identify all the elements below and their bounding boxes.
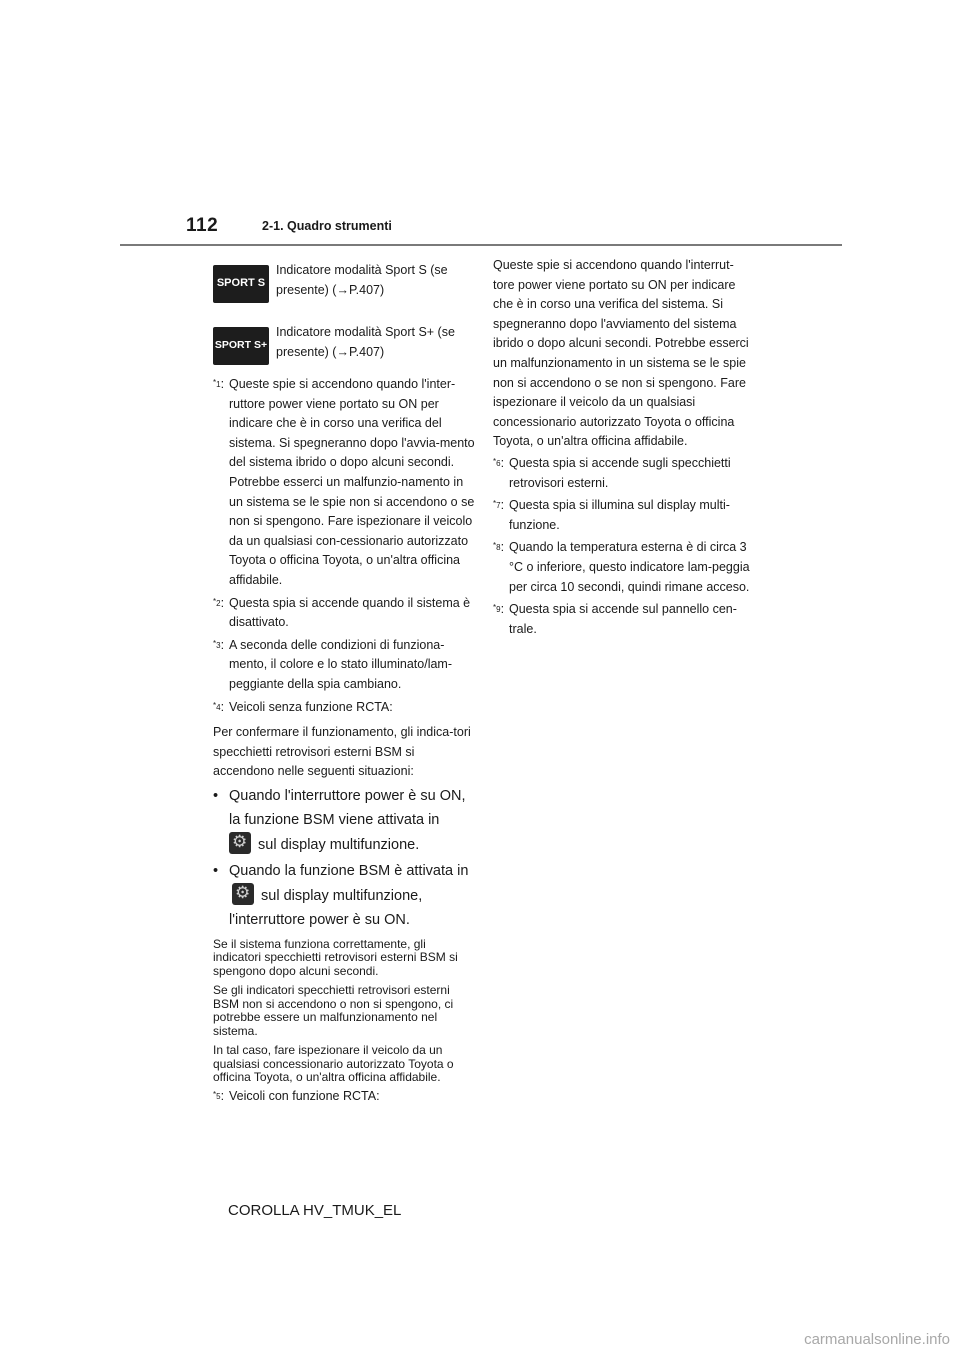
- footnote-text: Quando la temperatura esterna è di circa 3 °C o inferiore, questo indicatore lam-peggia per circa 10 secondi, quindi rimane acceso.: [509, 540, 750, 594]
- info-paragraph: Se il sistema funziona correttamente, gli indicatori specchietti retrovisori esterni BSM si spengono dopo alcuni secondi.: [213, 936, 458, 978]
- footnote-text: Questa spia si accende sugli specchietti retrovisori esterni.: [509, 455, 731, 490]
- settings-gear-icon: [229, 832, 251, 854]
- footnote-text: Veicoli con funzione RCTA:: [229, 1088, 380, 1103]
- bsm-intro-paragraph: Per confermare il funzionamento, gli indica-tori specchietti retrovisori esterni BSM si accendono nelle seguenti situazioni:: [213, 725, 471, 779]
- footnote-marker: 2: [216, 598, 221, 608]
- settings-gear-icon: [232, 883, 254, 905]
- footnote-marker: 5: [216, 1091, 221, 1101]
- footnote-3: $^{*3}$: A seconda delle condizioni di funziona-mento, il colore e lo stato illuminato/lam-peggiante della spia cambiano.: [213, 636, 475, 695]
- indicator-row-sport-s-plus: [213, 317, 475, 375]
- footnote-marker: 7: [496, 501, 501, 511]
- sport-s-plus-indicator-icon: SPORT S+: [213, 327, 269, 365]
- footnote-marker: 1: [216, 380, 221, 389]
- footnote-9: $^{*9}$: Questa spia si accende sul pannello cen-trale.: [493, 600, 753, 639]
- bullet-marker: •: [213, 787, 219, 804]
- right-column: [493, 256, 753, 642]
- bullet-text: Quando l'interruttore power è su ON, la funzione BSM viene attivata in: [229, 787, 466, 828]
- info-paragraph: Se gli indicatori specchietti retrovisori esterni BSM non si accendono o non si spengono, ci potrebbe essere un malfunzionamento nel sistema.: [213, 983, 454, 1038]
- footnote-5: $^{*5}$: Veicoli con funzione RCTA:: [213, 1087, 475, 1107]
- bullet-text: Quando la funzione BSM è attivata in: [229, 862, 469, 879]
- header-divider: [120, 244, 842, 246]
- bullet-text: sul display multifunzione, l'interruttore power è su ON.: [229, 887, 423, 928]
- footnote-8: $^{*8}$: Quando la temperatura esterna è di circa 3 °C o inferiore, questo indicatore lam-peggia per circa 10 secondi, quindi rimane acceso.: [493, 538, 753, 597]
- page-number: 112: [186, 215, 219, 236]
- indicator-description: Indicatore modalità Sport S+ (se presente) (→P.407): [276, 325, 455, 359]
- left-column: [213, 255, 475, 1109]
- footnote-marker: 6: [496, 458, 501, 468]
- watermark: carmanualsonline.info: [804, 1331, 950, 1348]
- footnote-marker: 9: [496, 605, 501, 615]
- footnote-1: $^{*1}$: Queste spie si accendono quando l'inter-ruttore power viene portato su ON per indicare che è in corso una verifica del sistema. Si spegneranno dopo l'avvia-mento del sistema ibrido o dopo alcuni secondi. Potrebbe esserci un malfunzio-namento in un sistema se le spie non si accendono o se non si spengono. Fare ispezionare il veicolo da un qualsiasi con-cessionario autorizzato Toyota o officina Toyota, o un'altra officina affidabile.: [213, 375, 475, 591]
- bullet-item: [213, 784, 475, 857]
- footnote-text: Questa spia si accende sul pannello cen-trale.: [509, 602, 737, 636]
- footnote-7: $^{*7}$: Questa spia si illumina sul display multi-funzione.: [493, 496, 753, 535]
- footnote-text: Veicoli senza funzione RCTA:: [229, 699, 393, 714]
- footnote-text: Queste spie si accendono quando l'inter-ruttore power viene portato su ON per indicare che è in corso una verifica del sistema. Si spegneranno dopo l'avvia-mento del sistema ibrido o dopo alcuni secondi. Potrebbe esserci un malfunzio-namento in un sistema se le spie non si accendono o se non si spengono. Fare ispezionare il veicolo da un qualsiasi con-cessionario autorizzato Toyota o officina Toyota, o un'altra officina affidabile.: [229, 377, 475, 587]
- footnote-text: Questa spia si illumina sul display multi-funzione.: [509, 498, 730, 532]
- footnote-marker: 3: [216, 640, 221, 650]
- bullet-item: [213, 859, 475, 932]
- indicator-row-sport-s: [213, 255, 475, 317]
- info-paragraph: In tal caso, fare ispezionare il veicolo da un qualsiasi concessionario autorizzato Toyota o officina Toyota, o un'altra officina affidabile.: [213, 1043, 454, 1085]
- footnote-text: A seconda delle condizioni di funziona-mento, il colore e lo stato illuminato/lam-peggiante della spia cambiano.: [229, 637, 453, 691]
- section-title: 2-1. Quadro strumenti: [262, 219, 392, 233]
- footer-model-code: COROLLA HV_TMUK_EL: [228, 1202, 402, 1219]
- footnote-marker: 8: [496, 543, 501, 553]
- rcta-intro-paragraph: Queste spie si accendono quando l'interrut-tore power viene portato su ON per indicare che è in corso una verifica del sistema. Si spegneranno dopo l'avviamento del sistema ibrido o dopo alcuni secondi. Potrebbe esserci un malfunzionamento in un sistema se le spie non si accendono o se non si spengono. Fare ispezionare il veicolo da un qualsiasi concessionario autorizzato Toyota o officina Toyota, o un'altra officina affidabile.: [493, 258, 749, 449]
- footnote-marker: 4: [216, 702, 221, 712]
- bullet-text: sul display multifunzione.: [258, 836, 420, 853]
- sport-s-indicator-icon: SPORT S: [213, 265, 269, 303]
- footnote-4: $^{*4}$: Veicoli senza funzione RCTA:: [213, 698, 475, 718]
- indicator-description: Indicatore modalità Sport S (se presente) (→P.407): [276, 263, 448, 297]
- footnote-text: Questa spia si accende quando il sistema è disattivato.: [229, 595, 471, 630]
- footnote-2: $^{*2}$: Questa spia si accende quando il sistema è disattivato.: [213, 594, 475, 633]
- bullet-marker: •: [213, 862, 219, 879]
- footnote-6: $^{*6}$: Questa spia si accende sugli specchietti retrovisori esterni.: [493, 454, 753, 493]
